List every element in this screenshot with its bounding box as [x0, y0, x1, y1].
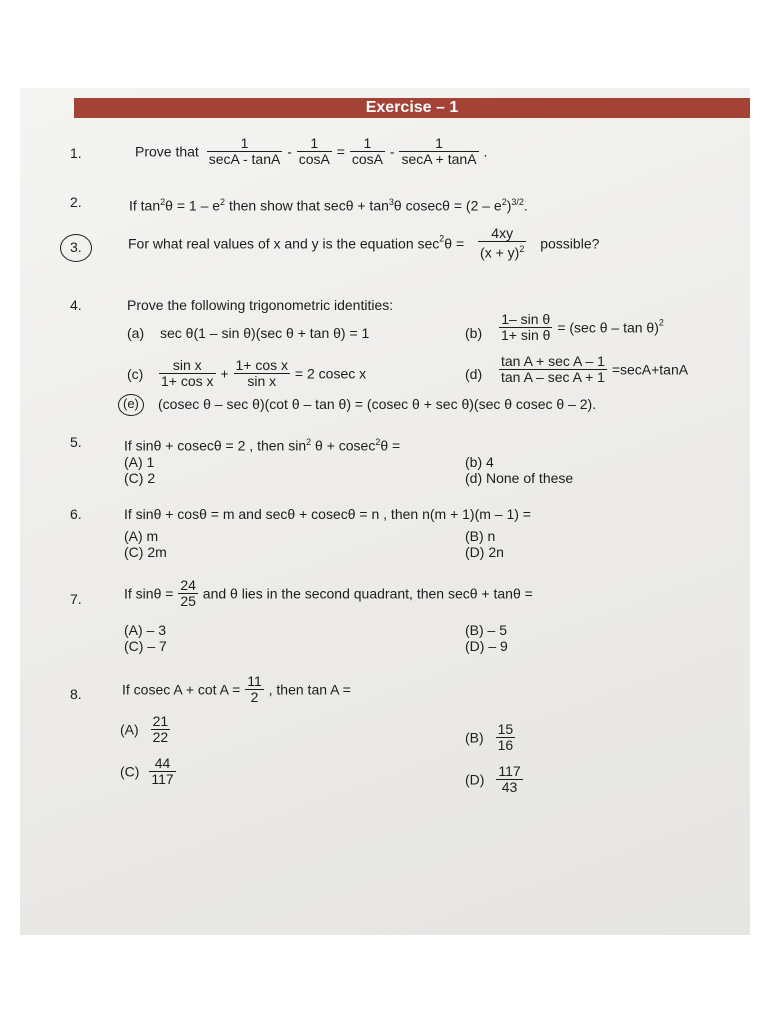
denominator: 2: [245, 689, 264, 705]
period: .: [483, 143, 488, 160]
question-4-stem: Prove the following trigonometric identities:: [127, 297, 394, 313]
fraction: [350, 136, 385, 167]
option-d: (D) 2n: [465, 544, 504, 560]
numerator: 44: [154, 755, 171, 771]
operator: =: [336, 143, 345, 160]
worksheet-page: [20, 88, 750, 935]
option-label: (D): [465, 771, 485, 788]
numerator: 21: [152, 713, 169, 729]
text: = (sec θ – tan θ): [557, 319, 659, 336]
numerator: 1: [310, 135, 319, 151]
question-3: [128, 226, 599, 261]
part-d-label: (d): [465, 366, 483, 382]
denominator: sin x: [234, 373, 291, 389]
text: If sinθ =: [124, 585, 174, 602]
denominator: 16: [497, 737, 514, 753]
question-7: [124, 578, 533, 609]
denominator: 22: [152, 729, 169, 745]
text: possible?: [540, 235, 600, 252]
option-b: (b) 4: [465, 454, 494, 470]
option-a: (A) m: [124, 528, 159, 544]
question-2: [129, 194, 528, 214]
denominator: 25: [180, 593, 196, 609]
numerator: 11: [247, 673, 262, 689]
denominator: secA - tanA: [208, 151, 281, 167]
denominator: tan A – sec A + 1: [501, 369, 605, 385]
fraction: [496, 764, 522, 795]
fraction: [499, 354, 607, 385]
option-c: (C) 2: [124, 470, 156, 486]
question-6-stem: If sinθ + cosθ = m and secθ + cosecθ = n , then n(m + 1)(m – 1) =: [124, 506, 531, 522]
denominator: 1+ sin θ: [501, 327, 551, 343]
option-b: (B) n: [465, 528, 496, 544]
question-1: [135, 136, 487, 167]
option-c: (C) – 7: [124, 638, 167, 654]
option-a: (A) 1: [124, 454, 155, 470]
numerator: 1– sin θ: [501, 311, 551, 327]
text: θ =: [380, 437, 401, 454]
fraction: [207, 136, 283, 167]
question-number: 7.: [70, 591, 82, 607]
numerator: sin x: [172, 357, 202, 373]
text: ): [506, 197, 512, 214]
fraction: [159, 358, 216, 389]
question-number: 1.: [70, 145, 82, 161]
superscript: 2: [439, 233, 445, 244]
part-c: [158, 358, 366, 389]
question-number: 3.: [70, 239, 82, 255]
superscript: 2: [160, 197, 166, 207]
superscript: 2: [220, 197, 226, 207]
option-a: (A) – 3: [124, 622, 167, 638]
option-c: [120, 756, 177, 787]
numerator: 117: [498, 763, 521, 779]
superscript: 2: [375, 437, 381, 447]
denominator: cosA: [298, 151, 330, 167]
superscript: 3: [388, 197, 394, 207]
text: =secA+tanA: [611, 361, 689, 378]
fraction: [496, 722, 516, 753]
superscript: 2: [501, 197, 507, 207]
part-a-label: (a): [127, 325, 145, 341]
fraction: [297, 136, 332, 167]
prove-text: Prove that: [135, 143, 199, 160]
denominator: secA + tanA: [401, 151, 477, 167]
part-b-label: (b): [465, 325, 483, 341]
text: θ = 1 – e: [165, 197, 221, 214]
fraction: [178, 578, 198, 609]
option-label: (C): [120, 763, 140, 780]
part-a-text: sec θ(1 – sin θ)(sec θ + tan θ) = 1: [160, 325, 370, 341]
denominator-text: (x + y): [480, 244, 520, 261]
option-a: [120, 714, 171, 745]
superscript: 3/2: [511, 197, 524, 207]
text: and θ lies in the second quadrant, then secθ + tanθ =: [202, 585, 533, 602]
superscript: 2: [519, 244, 525, 254]
question-number: 4.: [70, 297, 82, 313]
superscript: 2: [658, 317, 664, 328]
text: If cosec A + cot A =: [122, 681, 241, 698]
denominator: cosA: [351, 151, 383, 167]
part-e-label: (e): [123, 396, 139, 411]
option-d: [465, 764, 524, 795]
denominator: [478, 241, 526, 261]
numerator: 1: [435, 135, 443, 151]
text: For what real values of x and y is the equation sec: [128, 235, 440, 252]
text: θ cosecθ = (2 – e: [393, 197, 502, 214]
option-d: (D) – 9: [465, 638, 508, 654]
fraction: [478, 226, 526, 261]
option-d: (d) None of these: [465, 470, 574, 486]
option-b: (B) – 5: [465, 622, 508, 638]
text: .: [523, 197, 528, 214]
numerator: 24: [180, 577, 196, 593]
question-5: [124, 434, 400, 454]
numerator: 1: [240, 135, 249, 151]
text: θ =: [444, 235, 465, 252]
question-8: [122, 674, 351, 705]
numerator: tan A + sec A – 1: [501, 353, 605, 369]
text: If sinθ + cosecθ = 2 , then sin: [124, 437, 307, 454]
denominator: 117: [151, 771, 174, 787]
option-label: (B): [465, 729, 484, 746]
operator: -: [389, 143, 395, 160]
question-number: 5.: [70, 434, 82, 450]
part-c-label: (c): [127, 366, 144, 382]
part-b: [498, 312, 664, 343]
superscript: 2: [306, 437, 312, 447]
text: If tan: [129, 197, 161, 214]
part-d: [498, 354, 688, 385]
operator: +: [220, 365, 229, 382]
part-e-text: (cosec θ – sec θ)(cot θ – tan θ) = (cosec θ + sec θ)(sec θ cosec θ – 2).: [158, 396, 597, 412]
question-number: 2.: [70, 194, 82, 210]
fraction: [151, 714, 171, 745]
denominator: 43: [496, 779, 522, 795]
option-b: [465, 722, 516, 753]
option-c: (C) 2m: [124, 544, 167, 560]
fraction: [399, 136, 478, 167]
fraction: [499, 312, 552, 343]
text: then show that secθ + tan: [225, 197, 389, 214]
operator: -: [287, 143, 292, 160]
numerator: 1+ cos x: [235, 357, 289, 373]
fraction: [245, 674, 264, 705]
text: , then tan A =: [268, 681, 351, 698]
exercise-title: Exercise – 1: [74, 98, 750, 118]
numerator: 15: [497, 721, 514, 737]
fraction: [149, 756, 175, 787]
numerator: 1: [363, 135, 372, 151]
numerator: 4xy: [491, 225, 514, 241]
text: = 2 cosec x: [294, 365, 367, 382]
question-number: 8.: [70, 686, 82, 702]
text: θ + cosec: [311, 437, 376, 454]
question-number: 6.: [70, 506, 82, 522]
option-label: (A): [120, 721, 139, 738]
denominator: 1+ cos x: [161, 373, 214, 389]
fraction: [234, 358, 291, 389]
